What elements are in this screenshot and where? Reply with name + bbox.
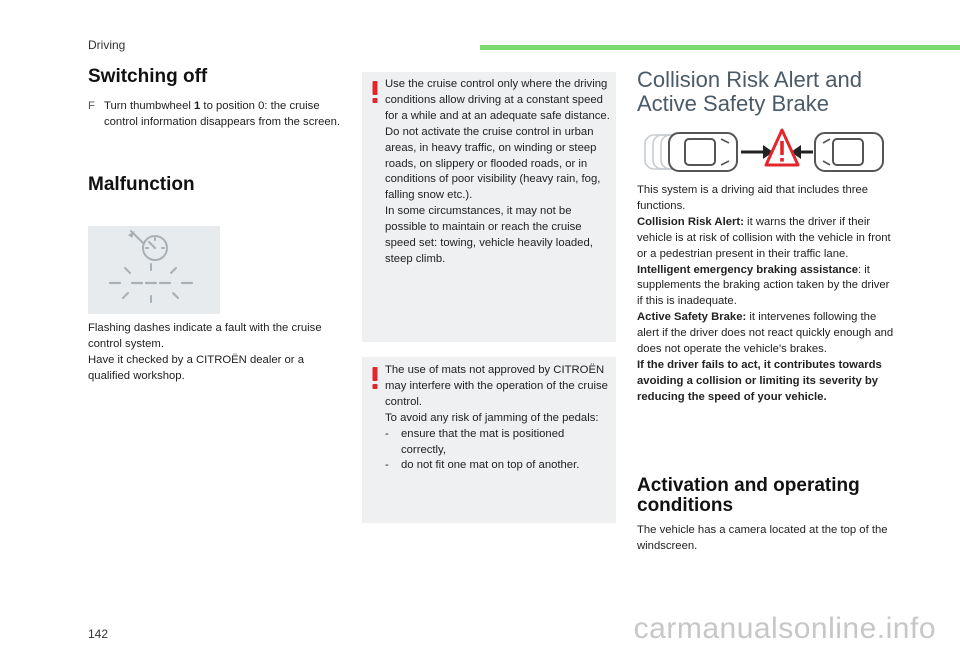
cruise-control-warning-box xyxy=(362,72,616,342)
collision-intro: This system is a driving aid that includes three functions. xyxy=(637,184,869,212)
warning-exclamation-icon xyxy=(371,367,379,389)
switching-off-text: Turn thumbwheel 1 to position 0: the cruise control information disappears from the screen. xyxy=(104,100,341,128)
section-accent-bar xyxy=(480,45,960,50)
warning-exclamation-icon xyxy=(371,81,379,103)
activation-heading: Activation and operating conditions xyxy=(637,475,860,516)
bullet-marker: F xyxy=(88,100,95,112)
section-label: Driving xyxy=(88,38,126,52)
floor-mat-warning-box xyxy=(362,357,616,523)
watermark: carmanualsonline.info xyxy=(633,612,936,645)
malfunction-line-2: Have it checked by a CITROËN dealer or a qualified workshop. xyxy=(88,353,304,382)
list-item: - do not fit one mat on top of another. xyxy=(385,459,580,472)
collision-risk-alert-title: Collision Risk Alert and Active Safety Brake xyxy=(637,67,862,116)
function-active-safety-brake: Active Safety Brake: it intervenes following the alert if the driver does not react quickly enough and does not operate the vehicle's brakes. xyxy=(637,311,894,356)
function-emergency-braking-assistance: Intelligent emergency braking assistance: it supplements the braking action taken by the driver if this is inadequate. xyxy=(637,263,890,308)
warning-2-paragraph-2: To avoid any risk of jamming of the pedals: xyxy=(385,411,599,424)
function-collision-risk-alert: Collision Risk Alert: it warns the driver if their vehicle is at risk of collision with the vehicle in front or a pedestrian present in their traffic lane. xyxy=(637,215,891,260)
switching-off-instruction xyxy=(88,99,346,131)
malfunction-text xyxy=(88,321,346,385)
cruise-control-fault-figure xyxy=(88,226,220,314)
warning-1-paragraph-2: Do not activate the cruise control in urban areas, in heavy traffic, on winding or steep roads, on slippery or flooded roads, or in conditions of poor visibility (heavy rain, fog, falling snow etc.). xyxy=(385,125,601,202)
warning-1-paragraph-1: Use the cruise control only where the driving conditions allow driving at a constant speed for a while and at an adequate safe distance. xyxy=(385,78,610,122)
switching-off-heading: Switching off xyxy=(88,66,208,87)
list-item: - ensure that the mat is positioned correctly, xyxy=(385,427,565,456)
warning-1-paragraph-3: In some circumstances, it may not be possible to maintain or reach the cruise speed set: towing, vehicle heavily loaded, steep climb. xyxy=(385,205,593,265)
collision-description xyxy=(637,183,897,406)
activation-text: The vehicle has a camera located at the top of the windscreen. xyxy=(637,524,888,552)
cruise-control-fault-icon xyxy=(88,226,220,314)
collision-bold-statement: If the driver fails to act, it contributes towards avoiding a collision or limiting its severity by reducing the speed of your vehicle. xyxy=(637,358,882,403)
collision-warning-cars-icon xyxy=(637,125,887,181)
malfunction-heading: Malfunction xyxy=(88,174,195,195)
page-number: 142 xyxy=(88,627,109,641)
malfunction-line-1: Flashing dashes indicate a fault with the cruise control system. xyxy=(88,322,322,350)
warning-2-paragraph-1: The use of mats not approved by CITROËN may interfere with the operation of the cruise control. xyxy=(385,364,608,408)
